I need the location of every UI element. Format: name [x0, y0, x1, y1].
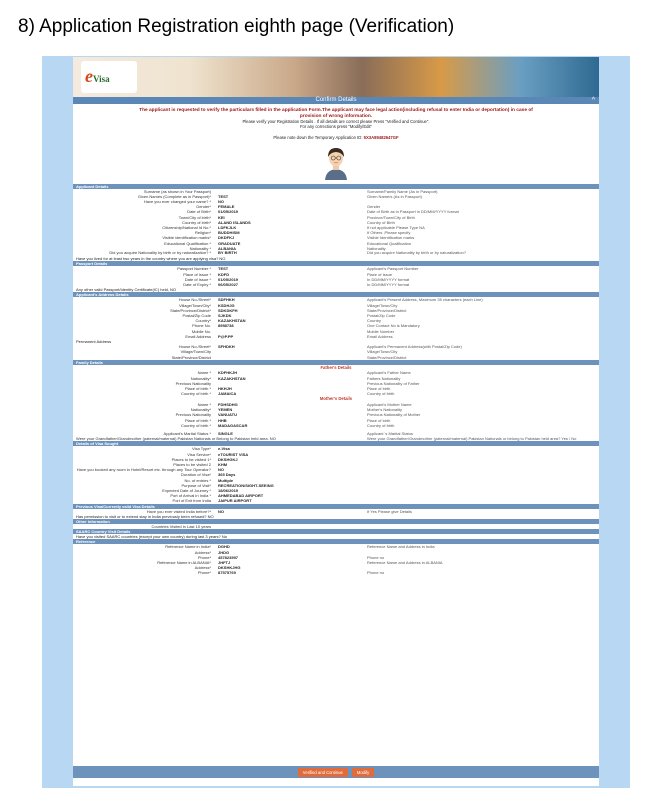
- permanent-address-label: State/Province/District: [171, 354, 211, 360]
- mother-value: HHB: [218, 417, 227, 423]
- father-label: Previous Nationality: [175, 380, 211, 386]
- address-hint: Applicant's Present Address, Maximum 35 characters (each Line): [367, 297, 483, 303]
- section-address: Applicant's Address Details: [73, 292, 599, 297]
- section-saarc: SAARC Country Visit Details: [73, 529, 599, 534]
- permanent-address-value: SFHDKH: [218, 344, 235, 350]
- passport-label: Passport Number *: [177, 266, 211, 272]
- marital-status-row: Applicant's Marital Status * SINGLE Applicant 's Marital Status: [163, 430, 413, 436]
- section-applicant: Applicant Details: [73, 184, 599, 189]
- visa-label: Expected Date of Journey *: [162, 487, 211, 493]
- father-hint: Previous Nationality of Father: [367, 380, 420, 386]
- reference-label: Phone*: [197, 570, 211, 576]
- applicant-label: Surname (as shown in Your Passport): [143, 188, 211, 194]
- permanent-address-hint: State/Province/District: [367, 354, 407, 360]
- address-label: State/Province/District*: [170, 307, 211, 313]
- address-value: SDFHKH: [218, 297, 235, 303]
- section-previous-visa: Previous Visa/Currently valid Visa Details: [73, 504, 599, 509]
- mother-label: Previous Nationality: [175, 412, 211, 418]
- slide-title: 8) Application Registration eighth page (Verification): [18, 16, 455, 37]
- address-hint: State/Province/District: [367, 307, 407, 313]
- mother-hint: Place of birth: [367, 417, 391, 423]
- address-row: [73, 334, 599, 339]
- mother-label: Nationality*: [190, 407, 211, 413]
- applicant-value: BUDDHISM: [218, 230, 240, 236]
- applicant-label: Educational Qualification *: [164, 240, 211, 246]
- reference-hint: Reference Name and Address in ALBANIA: [367, 559, 443, 565]
- visa-hint: [365, 462, 599, 467]
- address-label: Phone No.: [192, 323, 211, 329]
- address-label: House No./Street*: [178, 297, 211, 303]
- visa-value: KHM: [218, 461, 228, 467]
- permanent-address-label: House No./Street*: [178, 344, 211, 350]
- passport-hint: Place of Issue: [367, 271, 393, 277]
- applicant-value: BY BIRTH: [218, 250, 237, 256]
- passport-hint: In DD/MM/YYYY format: [367, 276, 410, 282]
- applicant-hint: Visible Identification marks: [367, 235, 415, 241]
- reference-label: Reference Name in ALBANIA*: [157, 559, 211, 565]
- address-hint: Postal/Zip Code: [367, 313, 396, 319]
- reference-label: Address*: [194, 549, 211, 555]
- visa-value: DKSHGKJ: [218, 456, 238, 462]
- section-passport: Passport Details: [73, 261, 599, 266]
- visa-hint: [365, 498, 599, 503]
- applicant-label: Citizenship/National Id No.*: [162, 225, 211, 231]
- address-value: P@P.PP: [218, 333, 234, 339]
- father-value: JAMAICA: [218, 391, 237, 397]
- applicant-label: Religion*: [194, 230, 211, 236]
- address-hint: Mobile Number: [367, 328, 395, 334]
- visa-row: [73, 498, 599, 503]
- evisa-page: [73, 57, 599, 786]
- applicant-value: NO: [218, 199, 224, 204]
- mother-value: FDHSDHG: [218, 401, 238, 407]
- passport-hint: Applicant's Passport Number: [367, 266, 419, 272]
- father-hint: Fathers Nationality: [367, 375, 401, 381]
- applicant-photo: [323, 146, 349, 180]
- evisa-logo: eVisa: [81, 61, 137, 93]
- collapse-caret-icon[interactable]: ^: [591, 97, 595, 104]
- reference-label: Reference Name in India*: [165, 544, 211, 550]
- mother-value: MADAGASCAR: [218, 422, 248, 428]
- address-label: Email Address: [185, 333, 211, 339]
- applicant-value: ALAND ISLANDS: [218, 219, 251, 225]
- applicant-hint: Nationality: [367, 245, 386, 251]
- visa-value: NO: [218, 466, 224, 472]
- permanent-address-hint: Village/Town/City: [367, 349, 398, 355]
- applicant-label: Country of birth*: [182, 219, 211, 225]
- mother-row: [73, 423, 599, 428]
- applicant-label: Gender*: [196, 204, 211, 210]
- passport-value: 06/05/2027: [218, 282, 239, 288]
- section-visa: Details of Visa Sought: [73, 441, 599, 446]
- visa-label: Port of Arrival in India *: [170, 493, 211, 499]
- passport-label: Date of Expiry *: [183, 282, 211, 288]
- applicant-value: GRADUATE: [218, 240, 241, 246]
- refused-permission-line: Has permission to visit or to extend stay in India previously been refused? NO: [76, 513, 214, 519]
- header-banner: [73, 57, 599, 97]
- reference-value: DKSHKJHG: [218, 565, 241, 571]
- reference-value: 87575769: [218, 570, 236, 576]
- applicant-value: 01/05/2019: [218, 209, 239, 215]
- passport-value: 01/05/2019: [218, 276, 239, 282]
- reference-value: JHDG: [218, 549, 230, 555]
- visa-value: AHMEDABAD AIRPORT: [218, 493, 264, 499]
- visa-value: eTOURIST VISA: [218, 451, 249, 457]
- applicant-hint: Gender: [367, 204, 381, 210]
- applicant-hint: Did you acquire Nationality by birth or by naturalization?: [367, 250, 466, 256]
- applicant-value: DKDFKJ: [218, 235, 235, 241]
- mother-value: YEMEN: [218, 407, 233, 413]
- action-bar: [73, 766, 599, 778]
- father-hint: Country of birth: [367, 391, 395, 397]
- address-value: KAZAKHSTAN: [218, 318, 246, 324]
- applicant-hint: Educational Qualification: [367, 240, 412, 246]
- address-hint: Email Address: [367, 333, 393, 339]
- applicant-value: ALBANIA: [218, 245, 236, 251]
- other-passport-line: Any other valid Passport/Identity Certificate(IC) held, NO: [76, 287, 177, 293]
- address-label: Postal/Zip Code: [182, 313, 211, 319]
- countries-visited-row: Countries Visited in Last 10 years: [151, 523, 211, 529]
- mother-hint: Applicant's Mother Name: [367, 401, 412, 407]
- visa-value: 18/06/2019: [218, 487, 239, 493]
- visa-value: e-Visa: [218, 446, 230, 452]
- visa-label: Places to be visited 1*: [171, 456, 211, 462]
- father-label: Nationality*: [190, 375, 211, 381]
- address-hint: One Contact No is Mandatory: [367, 323, 420, 329]
- father-value: HKHJH: [218, 385, 232, 391]
- address-value: SJKDK: [218, 313, 232, 319]
- passport-label: Place of Issue *: [183, 271, 211, 277]
- visa-label: Port of Exit from India: [172, 498, 211, 504]
- visa-hint: [365, 468, 599, 472]
- applicant-value: LDFKJLK: [218, 225, 237, 231]
- reference-value: DGHD: [218, 544, 230, 550]
- address-label: Mobile No.: [191, 328, 211, 334]
- saarc-visit-line: Have you visited SAARC countries (except your own country) during last 3 years? No: [76, 534, 227, 540]
- mother-hint: Country of birth: [367, 422, 395, 428]
- applicant-hint: Country of Birth: [367, 219, 395, 225]
- visa-value: Multiple: [218, 477, 234, 483]
- section-other-info: Other Information: [73, 519, 599, 524]
- address-value: KSDHJG: [218, 302, 235, 308]
- father-value: KAZAKHSTAN: [218, 375, 246, 381]
- father-label: Place of birth *: [184, 385, 211, 391]
- visa-value: JAIPUR AIRPORT: [218, 498, 252, 504]
- father-label: Name *: [197, 370, 211, 376]
- applicant-label: Have you ever changed your name? *: [143, 199, 211, 204]
- visa-label: Have you booked any room in Hotel/Resort etc. through any Tour Operator?: [76, 466, 211, 472]
- father-value: KDFHKJH: [218, 370, 238, 376]
- father-details-label: Father's Details: [320, 364, 352, 370]
- applicant-value: FEMALE: [218, 204, 235, 210]
- passport-label: Date of Issue *: [184, 276, 211, 282]
- verify-note: Please verify your Registration Details . If all details are correct please Press "Verified and Continue".: [242, 119, 430, 125]
- mother-value: VANUATU: [218, 412, 237, 418]
- applicant-hint: Surname/Family Name (As in Passport): [367, 188, 438, 194]
- visa-label: No. of entries *: [184, 477, 211, 483]
- passport-value: KDFD: [218, 271, 230, 277]
- father-label: Country of birth *: [180, 391, 211, 397]
- reference-row: [73, 570, 599, 575]
- mother-label: Name *: [197, 401, 211, 407]
- applicant-hint: Given Name/s (As in Passport): [367, 193, 422, 199]
- mother-details-label: Mother's Details: [319, 396, 353, 402]
- visa-label: Visa Service*: [187, 451, 211, 457]
- address-hint: Country: [367, 318, 382, 324]
- reference-value: 457823597: [218, 554, 239, 560]
- applicant-label: Given Names (Complete as in Passport)*: [137, 193, 211, 199]
- applicant-label: Visible identification marks*: [162, 235, 211, 241]
- visa-value: RECREATION/SIGHT-SEEING: [218, 482, 274, 488]
- visa-label: Purpose of Visit*: [181, 482, 211, 488]
- address-value: SDKDKFH: [218, 307, 238, 313]
- verified-continue-button[interactable]: Verified and Continue: [298, 768, 348, 777]
- address-label: Village/Town/City*: [179, 302, 211, 308]
- reference-hint: Phone no: [367, 570, 385, 576]
- visa-label: Visa Type*: [192, 446, 211, 452]
- legal-warning: The applicant is requested to verify the particulars filled in the application Form.The applicant may face legal action(including refusal to enter India or deportation) in case of provision of wrong information.: [139, 108, 533, 119]
- section-reference: Reference: [73, 539, 599, 544]
- permanent-address-row: [73, 355, 599, 360]
- applicant-label: Nationality *: [189, 245, 211, 251]
- visa-label: Duration of Visa*: [181, 472, 211, 478]
- address-value: 8958738: [218, 323, 234, 329]
- address-hint: Village/Town/City: [367, 302, 398, 308]
- visited-india-row: Have you ever visited India before?* NO If Yes Please give Details: [146, 508, 412, 514]
- reference-label: Phone*: [197, 554, 211, 560]
- address-label: Country*: [195, 318, 211, 324]
- confirm-details-bar: Confirm Details ^: [73, 97, 599, 104]
- passport-value: TEST: [218, 266, 229, 272]
- mother-label: Place of birth *: [184, 417, 211, 423]
- permanent-address-value: [215, 355, 365, 360]
- modify-button[interactable]: Modify: [352, 768, 374, 777]
- applicant-value: TEST: [218, 193, 229, 199]
- grandparent-pakistan-row: Were your Grandfather/Grandmother (paternal/maternal) Pakistan Nationals or Belong to Pakistan held area. NO Were your Grandfather/Grandmother (paternal/maternal) Pakistan Nationals or belong to Pakistan held area? Yes / No: [76, 435, 577, 441]
- reference-value: JHFTJ: [218, 559, 231, 565]
- mother-hint: Mother's Nationality: [367, 407, 402, 413]
- father-hint: Applicant's Father Name: [367, 370, 411, 376]
- section-family: Family Details: [73, 360, 599, 365]
- reference-hint: Reference Name and Address in India: [367, 544, 435, 550]
- visa-value: 365 Days: [218, 472, 236, 478]
- reference-label: Address*: [194, 565, 211, 571]
- permanent-address-hint: Applicant's Permanent Address(with Postal/Zip Code): [367, 344, 462, 350]
- applicant-label: Date of Birth*: [187, 209, 211, 215]
- temporary-id-line: Please note down the Temporary Application ID: 5X3A89482647GF: [273, 134, 399, 140]
- applicant-hint: Date of Birth as in Passport in DD/MM/YYYY format: [367, 209, 459, 215]
- correction-note: For any corrections press "Modify/Edit": [299, 124, 373, 130]
- applicant-hint: If not applicable Please Type NA: [367, 225, 425, 231]
- lived-two-years-line: Have you lived for at least two years in the country where you are applying visa? NO: [76, 256, 226, 262]
- father-hint: Place of birth: [367, 385, 391, 391]
- applicant-label: Town/City of birth*: [178, 214, 211, 220]
- visa-label: Places to be visited 2: [173, 461, 211, 467]
- passport-hint: In DD/MM/YYYY format: [367, 282, 410, 288]
- applicant-hint: If Others ,Please specify: [367, 230, 411, 236]
- permanent-address-label: Permanent Address: [76, 339, 112, 345]
- applicant-hint: Province/Town/City of Birth: [367, 214, 415, 220]
- applicant-value: KEI: [218, 214, 225, 220]
- mother-label: Country of birth *: [180, 422, 211, 428]
- reference-hint: Phone no: [367, 554, 385, 560]
- permanent-address-label: Village/Town/City: [180, 349, 211, 355]
- applicant-label: Did you acquire Nationality by birth or by naturalization? *: [109, 250, 211, 256]
- mother-hint: Previous Nationality of Mother: [367, 412, 421, 418]
